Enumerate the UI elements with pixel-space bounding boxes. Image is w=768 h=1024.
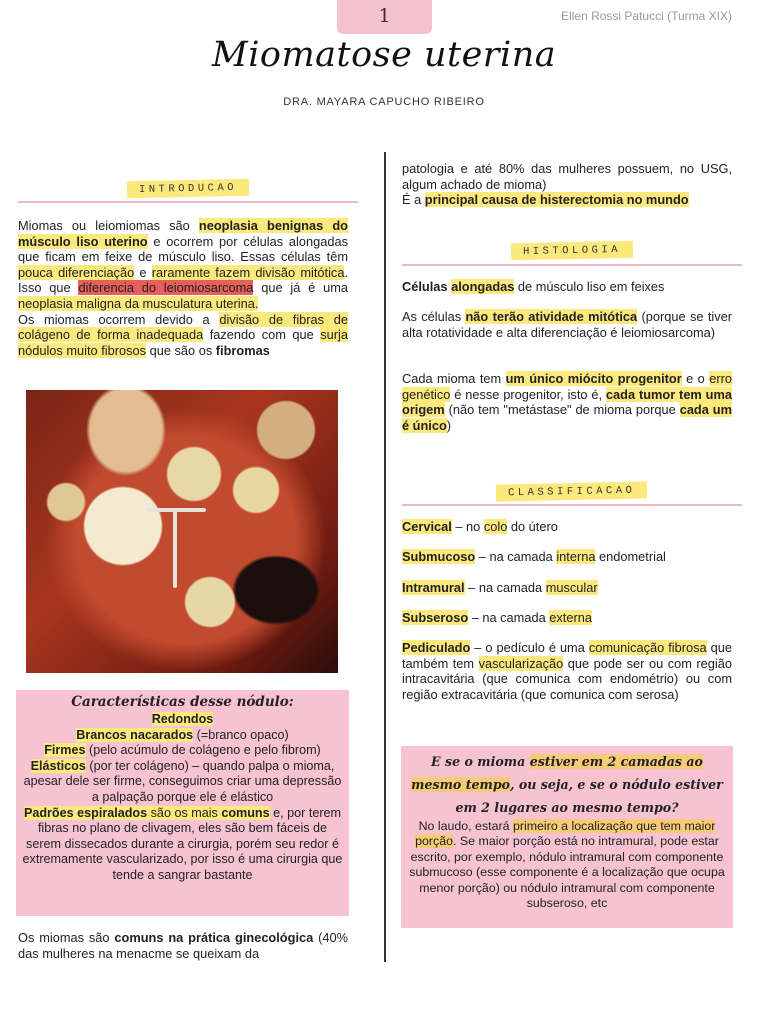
highlight: neoplasia maligna da musculatura uterina. [18, 295, 259, 311]
text: É a [402, 192, 425, 208]
highlight: comuns [221, 805, 270, 820]
highlight: não terão atividade mitótica [465, 309, 638, 324]
highlight-red: diferencia do leiomiosarcoma [78, 280, 254, 296]
text: (não tem "metástase" de mioma porque [444, 402, 680, 418]
text: – na camada [475, 549, 557, 564]
text: patologia e até 80% das mulheres possuem, no USG, algum achado de mioma) [402, 161, 732, 192]
section-title: HISTOLOGIA [511, 241, 633, 261]
text: que já é uma [253, 280, 348, 296]
author-name: Ellen Rossi Patucci (Turma XIX) [561, 9, 732, 23]
highlight: um único miócito progenitor [505, 371, 682, 386]
text: de músculo liso em feixes [514, 279, 665, 294]
class-subseroso [402, 610, 732, 626]
column-divider [384, 152, 386, 962]
highlight: divisão de fibras de colágeno de forma inadequada [18, 311, 348, 343]
class-pediculado [402, 640, 732, 702]
right-top-paragraph [402, 161, 732, 208]
text: Os miomas ocorrem devido a [18, 311, 220, 327]
text: , ou seja, e se o nódulo estiver em 2 lugares ao mesmo tempo? [455, 777, 723, 815]
section-introducao [18, 176, 358, 197]
highlight: alongadas [451, 279, 515, 294]
text: (=branco opaco) [193, 727, 289, 742]
highlight: são os mais [147, 805, 222, 820]
histologia-paragraph-3 [402, 371, 732, 433]
section-title: INTRODUCAO [127, 179, 249, 199]
text: (pelo acúmulo de colágeno e pelo fibrom) [85, 743, 321, 758]
highlight: Brancos nacarados [76, 727, 194, 742]
text: No laudo, estará [418, 819, 513, 833]
text: que são os [146, 342, 216, 358]
highlight: Intramural [402, 580, 465, 595]
highlight: Firmes [44, 743, 86, 758]
highlight: raramente fazem divisão mitótica [151, 264, 345, 280]
box-line [22, 806, 343, 884]
highlight: cada tumor tem uma origem [402, 386, 732, 418]
text: fazendo com que [203, 327, 321, 343]
specimen-photo [26, 390, 338, 673]
highlight: erro genético [402, 371, 732, 402]
text: – no [451, 519, 484, 534]
text: (por ter colágeno) – quando palpa o mioma, apesar dele ser firme, conseguimos criar uma depressão a palpação porque ele é elástico [23, 758, 342, 804]
highlight: comunicação fibrosa [588, 640, 707, 655]
class-intramural [402, 580, 732, 596]
box-line [22, 759, 343, 806]
text: Os miomas são [18, 930, 115, 945]
box-line [22, 743, 343, 759]
highlight: surja nódulos muito fibrosos [18, 327, 349, 358]
text: endometrial [595, 549, 666, 564]
text: é nesse progenitor, isto é, [450, 386, 606, 402]
section-line [402, 504, 742, 506]
text: (40% das mulheres na menacme se queixam da [18, 930, 348, 961]
text: e, por terem fibras no plano de clivagem, eles são bem fáceis de serem dissecados durante a cirurgia, porém seu redor é extremamente vascularizado, por isso é uma cirurgia que tende a sangrar bastante [22, 805, 343, 882]
highlight: pouca diferenciação [18, 264, 135, 280]
intro-paragraph [18, 218, 348, 358]
page-title: Miomatose uterina [211, 35, 557, 75]
section-classificacao [402, 479, 742, 500]
bold-text: fibromas [215, 342, 270, 358]
highlight: Redondos [151, 712, 214, 726]
class-cervical [402, 519, 732, 535]
text: e [134, 264, 152, 280]
bold-text: Células [402, 279, 452, 294]
highlight: Submucoso [402, 549, 476, 564]
text: – na camada [468, 610, 550, 625]
text: Miomas ou leiomiomas são [18, 218, 199, 233]
box-line [22, 728, 343, 744]
text: – o pedículo é uma [470, 640, 589, 655]
iud-device-stem [173, 508, 177, 588]
highlight: cada um é único [402, 402, 732, 433]
text: ) [446, 417, 452, 433]
text: . Se maior porção está no intramural, pode estar escrito, por exemplo, nódulo intramural com componente submucoso (esse componente é a localização que ocupa menor porção) ou nódulo intramural com componente subseroso, etc [409, 834, 725, 911]
highlight: Cervical [402, 519, 452, 534]
box-answer [407, 819, 727, 911]
highlight: muscular [545, 580, 598, 595]
text: que pode ser ou com região intracavitária (que comunica com endométrio) ou com região extracavitária (que comunica com serosa) [402, 655, 732, 702]
box-title: Características desse nódulo: [71, 694, 294, 710]
histologia-paragraph-2 [402, 309, 732, 340]
box-line [22, 712, 343, 728]
highlight: Pediculado [402, 640, 471, 655]
bottom-left-paragraph [18, 930, 348, 961]
section-histologia [402, 238, 742, 259]
highlight: Padrões espiralados [23, 805, 148, 820]
highlight: estiver em 2 camadas ao mesmo tempo [411, 754, 703, 792]
highlight: Elásticos [30, 758, 86, 773]
text: – na camada [464, 580, 546, 595]
question-box [401, 746, 733, 928]
text: do útero [507, 519, 558, 534]
highlight: vascularização [478, 655, 564, 671]
text: E se o mioma [431, 754, 530, 769]
page-subtitle: DRA. MAYARA CAPUCHO RIBEIRO [283, 96, 485, 108]
nodule-characteristics-box [16, 690, 349, 916]
text: que também tem [402, 640, 732, 671]
section-title: CLASSIFICACAO [496, 481, 648, 501]
text: e o [681, 371, 710, 386]
section-line [18, 201, 358, 203]
text: (porque se tiver alta rotatividade e alta diferenciação é leiomiosarcoma) [402, 309, 733, 340]
text: As células [402, 309, 466, 324]
text: Cada mioma tem [402, 371, 506, 386]
section-line [402, 264, 742, 266]
highlight: colo [483, 519, 508, 534]
bold-text: comuns na prática ginecológica [114, 930, 314, 945]
text: . Isso que [18, 264, 349, 296]
highlight: neoplasia benignas do músculo liso uterino [18, 218, 348, 249]
highlight: primeiro a localização que tem maior porção [415, 819, 716, 849]
class-submucoso [402, 549, 732, 565]
highlight: interna [556, 549, 596, 564]
box-question [407, 750, 727, 819]
histologia-paragraph-1 [402, 279, 732, 295]
text: e ocorrem por células alongadas que ficam em feixe de músculo liso. Essas células têm [18, 233, 348, 265]
page-number-badge: 1 [337, 0, 432, 34]
highlight: externa [549, 610, 592, 625]
highlight: principal causa de histerectomia no mundo [424, 192, 689, 208]
highlight: Subseroso [402, 610, 469, 625]
